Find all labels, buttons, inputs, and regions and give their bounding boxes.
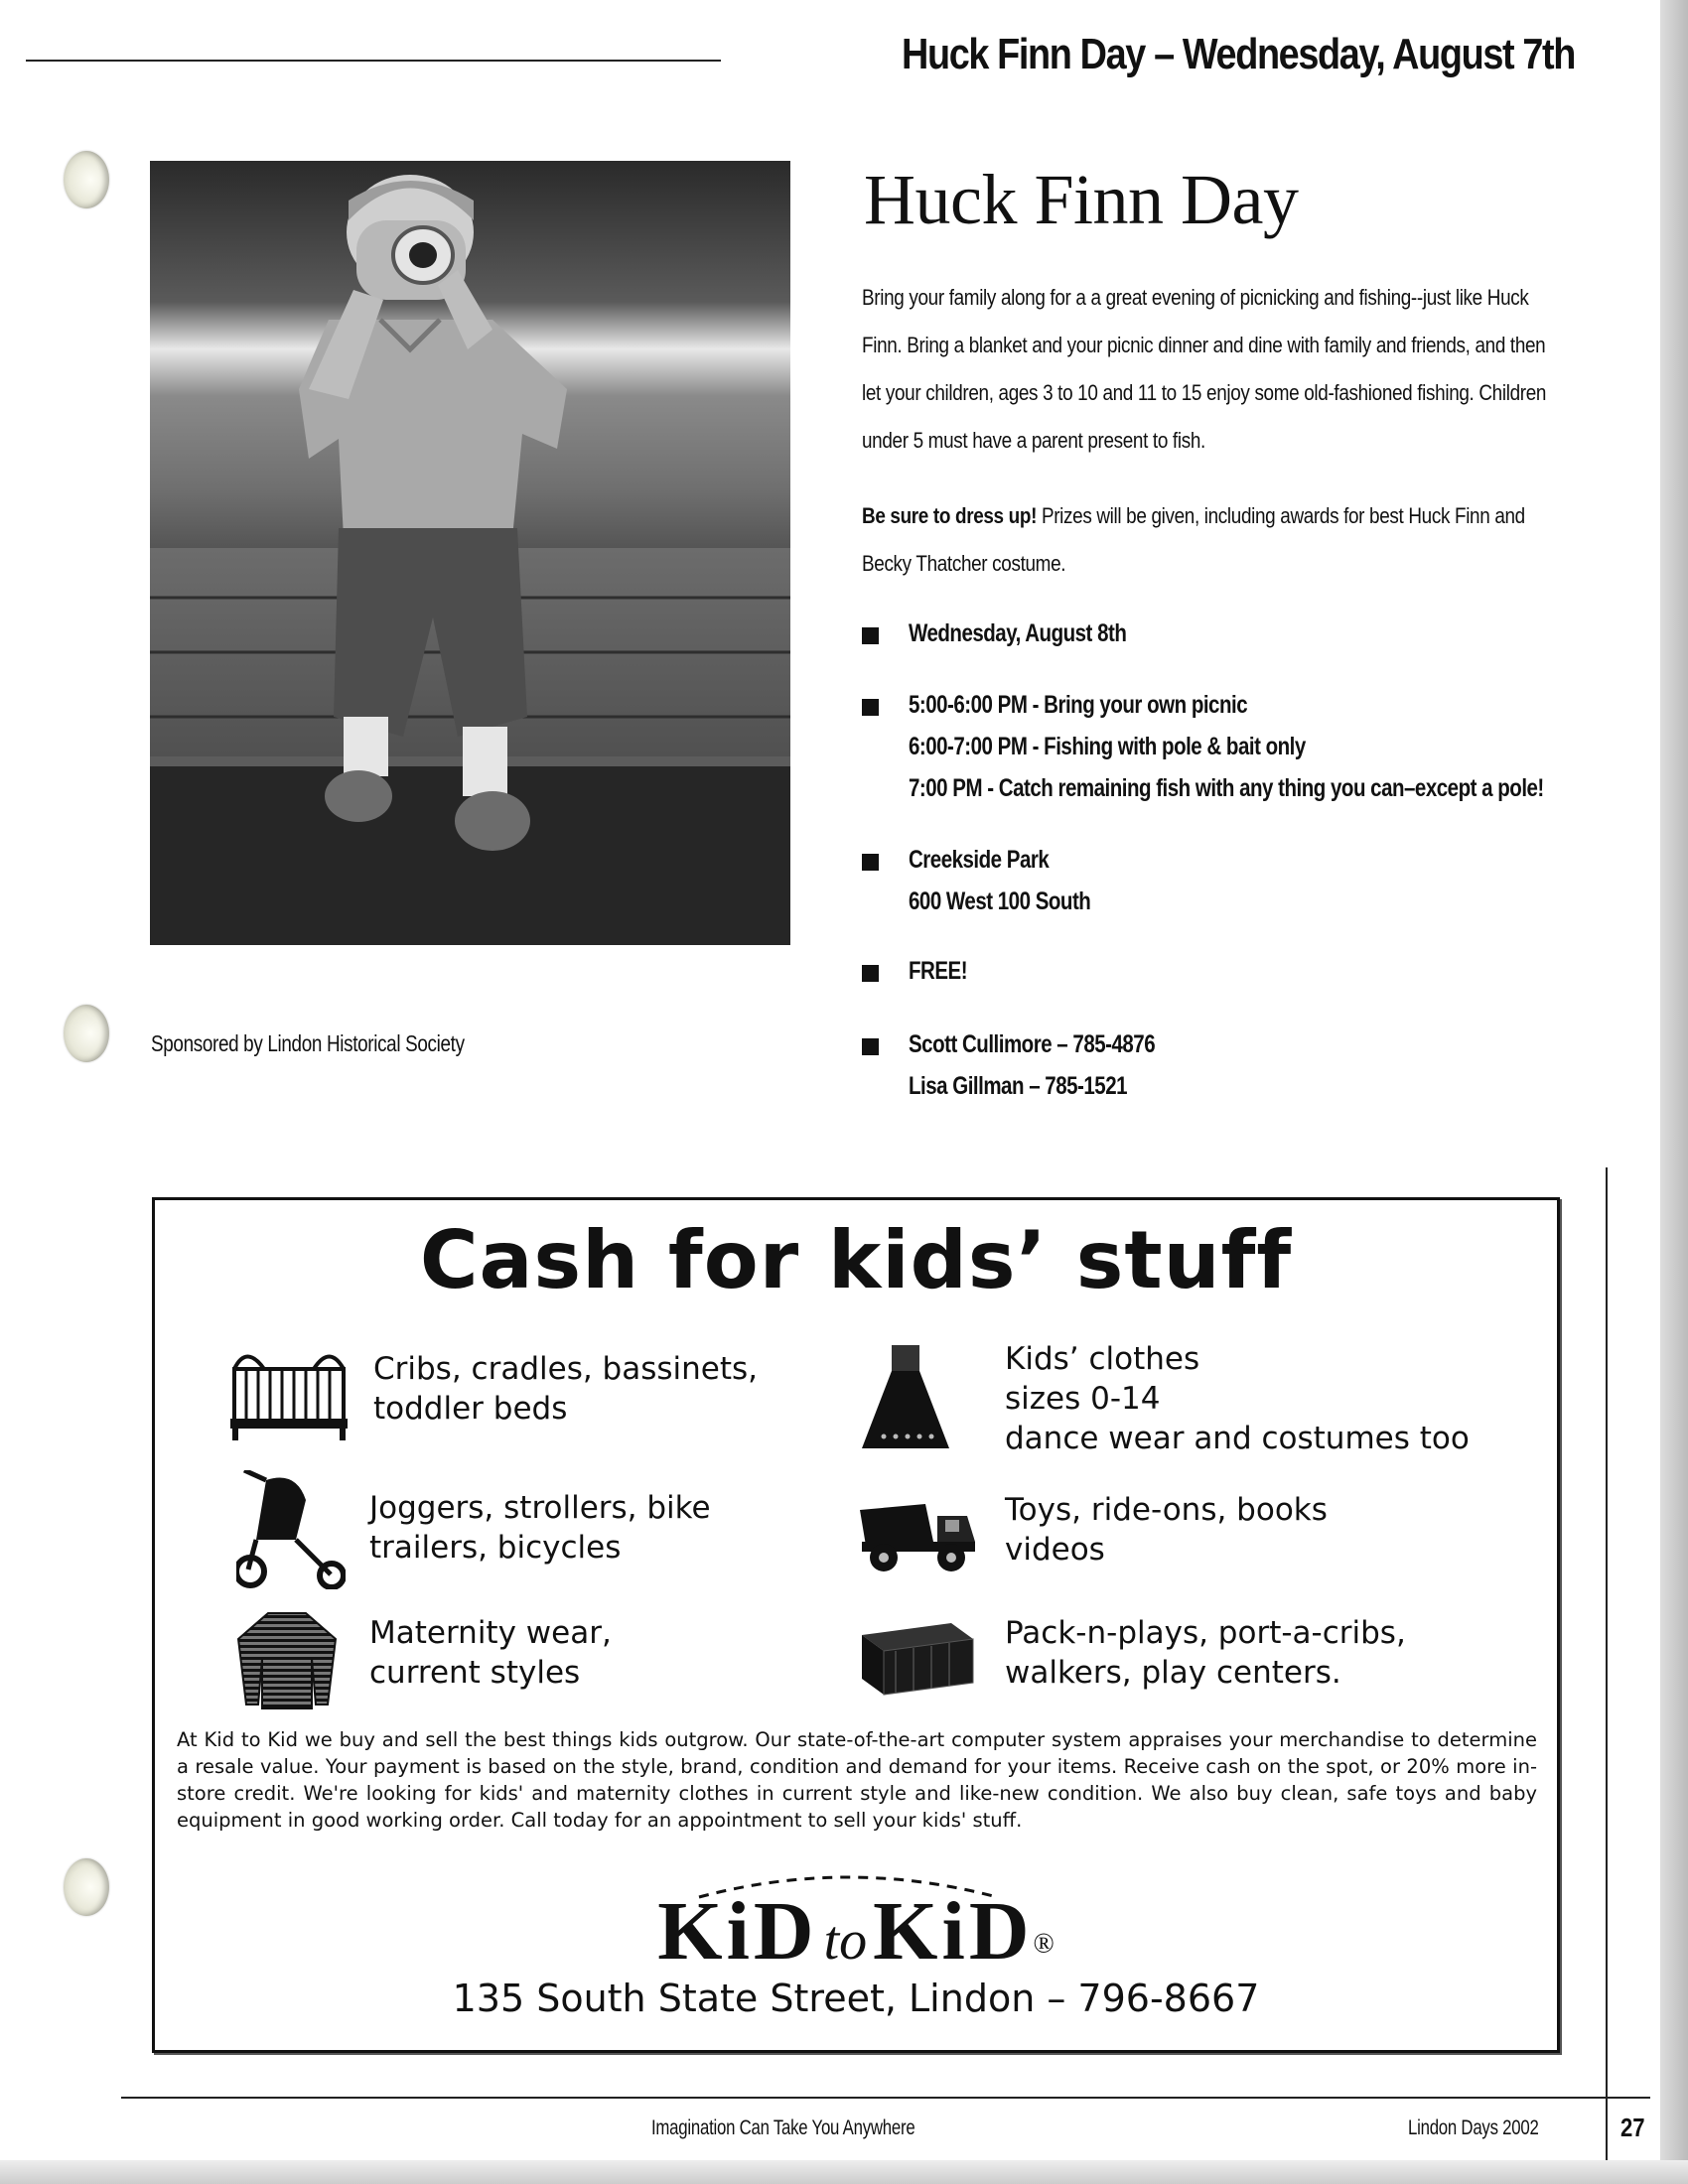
schedule-item: 5:00-6:00 PM - Bring your own picnic <box>909 691 1248 719</box>
bullet-location <box>862 854 879 871</box>
event-date: Wednesday, August 8th <box>909 619 1127 647</box>
ad-item-maternity <box>369 1613 612 1693</box>
event-intro-text: Bring your family along for a a great evening of picnicking and fishing--just like Huck Finn. Bring a blanket and your picnic dinner and dine with family and friends, and then let your children, ages 3 to 10 and 11 to 15 enjoy some old-fashioned fishing. Children under 5 must have a parent present to fish. <box>862 285 1547 453</box>
bullet-schedule <box>862 699 879 716</box>
punch-hole <box>64 151 109 208</box>
ad-item-line: dance wear and costumes too <box>1005 1421 1470 1456</box>
page-edge-shadow <box>1660 0 1688 2184</box>
dress-icon <box>858 1341 953 1456</box>
ad-item-clothes <box>1005 1339 1470 1458</box>
logo-to: to <box>823 1910 868 1972</box>
event-intro <box>862 274 1563 465</box>
bullet-date <box>862 627 879 644</box>
kid-to-kid-logo <box>155 1883 1557 1979</box>
toy-truck-icon <box>856 1496 979 1575</box>
ad-item-line: current styles <box>369 1655 581 1691</box>
event-dress-wrap <box>862 492 1563 588</box>
header-rule <box>26 60 721 62</box>
ad-item-line: Cribs, cradles, bassinets, <box>373 1351 759 1387</box>
event-title: Huck Finn Day <box>864 160 1299 239</box>
footer-edition: Lindon Days 2002 <box>1408 2116 1539 2139</box>
bullet-contacts <box>862 1038 879 1055</box>
kid-to-kid-ad <box>152 1197 1560 2053</box>
event-dress-rest: Prizes will be given, including awards for best Huck Finn and Becky Thatcher costume. <box>862 503 1525 576</box>
header-title: Huck Finn Day – Wednesday, August 7th <box>902 30 1575 78</box>
ad-item-line: Pack-n-plays, port-a-cribs, <box>1005 1615 1406 1651</box>
ad-item-line: walkers, play centers. <box>1005 1655 1341 1691</box>
maternity-top-icon <box>232 1609 342 1712</box>
ad-item-line: Maternity wear, <box>369 1615 612 1651</box>
ad-item-cribs <box>373 1349 758 1429</box>
margin-rule <box>1606 1167 1608 2128</box>
event-dress-note <box>862 492 1563 588</box>
ad-item-playpens <box>1005 1613 1406 1693</box>
contact-line: Scott Cullimore – 785-4876 <box>909 1030 1156 1058</box>
ad-item-line: trailers, bicycles <box>369 1530 622 1566</box>
page-number: 27 <box>1620 2113 1645 2142</box>
photo-caption: Sponsored by Lindon Historical Society <box>151 1030 465 1056</box>
page-bottom-shadow <box>0 2160 1688 2184</box>
ad-item-line: videos <box>1005 1532 1105 1568</box>
ad-item-line: toddler beds <box>373 1391 568 1427</box>
contact-line: Lisa Gillman – 785-1521 <box>909 1072 1128 1100</box>
stroller-icon <box>236 1470 346 1589</box>
boy-with-spyglass-image <box>150 161 790 945</box>
footer-rule <box>121 2097 1650 2099</box>
footer-tagline: Imagination Can Take You Anywhere <box>651 2116 915 2139</box>
registered-mark: ® <box>1033 1928 1055 1960</box>
boy-photo <box>150 161 790 945</box>
footer-divider <box>1606 2097 1608 2160</box>
logo-kid-left: KiD <box>657 1885 818 1978</box>
ad-item-joggers <box>369 1488 711 1568</box>
location-name: Creekside Park <box>909 846 1050 874</box>
location-address: 600 West 100 South <box>909 887 1091 915</box>
crib-icon <box>226 1339 352 1442</box>
punch-hole <box>64 1858 109 1916</box>
ad-item-line: sizes 0-14 <box>1005 1381 1161 1417</box>
ad-item-line: Toys, ride-ons, books <box>1005 1492 1328 1528</box>
ad-address: 135 South State Street, Lindon – 796-8667 <box>452 1977 1260 2020</box>
event-dress-bold: Be sure to dress up! <box>862 503 1038 528</box>
ad-item-line: Kids’ clothes <box>1005 1341 1200 1377</box>
event-price: FREE! <box>909 957 968 985</box>
schedule-item: 6:00-7:00 PM - Fishing with pole & bait only <box>909 733 1306 760</box>
bullet-price <box>862 965 879 982</box>
ad-item-toys <box>1005 1490 1328 1570</box>
playpen-icon <box>856 1617 979 1703</box>
punch-hole <box>64 1005 109 1062</box>
ad-body: At Kid to Kid we buy and sell the best things kids outgrow. Our state-of-the-art computer system appraises your merchandise to determine a resale value. Your payment is based on the style, brand, condition and demand for your items. Receive cash on the spot, or 20% more in-store credit. We're looking for kids' and maternity clothes in current style and like-new condition. We also buy clean, safe toys and baby equipment in good working order. Call today for an appointment to sell your kids' stuff. <box>177 1728 1537 1832</box>
ad-item-line: Joggers, strollers, bike <box>369 1490 711 1526</box>
ad-headline: Cash for kids’ stuff <box>419 1214 1293 1306</box>
schedule-item: 7:00 PM - Catch remaining fish with any thing you can–except a pole! <box>909 774 1544 802</box>
logo-kid-right: KiD <box>873 1885 1034 1978</box>
